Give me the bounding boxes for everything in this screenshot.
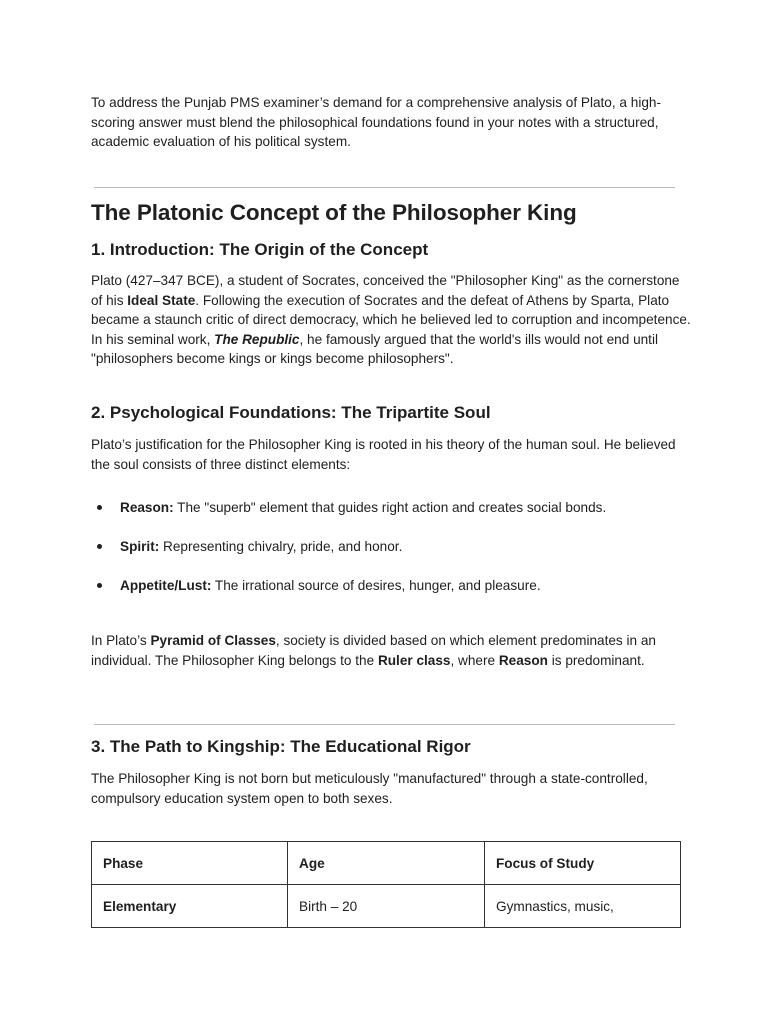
table-cell: Gymnastics, music, <box>485 885 681 928</box>
section3-heading: 3. The Path to Kingship: The Educational Rigor <box>91 737 471 756</box>
bold-term-reason: Reason <box>498 652 548 668</box>
bold-term-pyramid-of-classes: Pyramid of Classes <box>150 633 276 648</box>
intro-text: To address the Punjab PMS examiner’s demand for a comprehensive analysis of Plato, a high-scoring answer must blend the philosophical foundations found in your notes with a structured, academic evaluation of his political system. <box>91 95 661 150</box>
divider <box>94 724 675 725</box>
list-item-description: Representing chivalry, pride, and honor. <box>159 539 403 554</box>
education-phases-table <box>91 841 681 928</box>
list-item-term: Appetite/Lust: <box>120 578 212 593</box>
text-run: , where <box>450 652 499 668</box>
list-item-description: The irrational source of desires, hunger, and pleasure. <box>211 578 541 593</box>
section1-paragraph <box>91 271 691 369</box>
book-title-the-republic: The Republic <box>214 331 300 347</box>
table-header-cell: Phase <box>92 842 288 885</box>
list-item-term: Reason: <box>120 500 174 515</box>
table-header-cell: Age <box>288 842 485 885</box>
page-title: The Platonic Concept of the Philosopher King <box>91 200 577 225</box>
table-header-cell: Focus of Study <box>485 842 681 885</box>
text-run: , society is divided based on which element predominates in an individual. The Philosopher King belongs to the <box>91 633 656 668</box>
text-run: is predominant. <box>547 652 645 668</box>
bullet-icon <box>97 544 102 549</box>
bold-term-ideal-state: Ideal State <box>127 292 196 308</box>
text-run: Plato (427–347 BCE), a student of Socrates, conceived the "Philosopher King" as the cornerstone of his <box>91 273 680 308</box>
text-run: Plato’s justification for the Philosopher King is rooted in his theory of the human soul. He believed the soul consists of three distinct elements: <box>91 437 676 472</box>
text-run: The Philosopher King is not born but meticulously "manufactured" through a state-controlled, compulsory education system open to both sexes. <box>91 771 648 806</box>
section2-paragraph <box>91 435 691 474</box>
list-item-term: Spirit: <box>120 539 160 554</box>
section2-heading: 2. Psychological Foundations: The Tripartite Soul <box>91 403 491 422</box>
text-run: , he famously argued that the world's ills would not end until "philosophers become kings or kings become philosophers". <box>91 331 659 367</box>
section3-paragraph <box>91 769 691 808</box>
section1-heading: 1. Introduction: The Origin of the Concept <box>91 240 429 259</box>
bullet-icon <box>97 505 102 510</box>
table-row <box>92 885 681 928</box>
bold-term-ruler-class: Ruler class <box>377 652 451 668</box>
intro-paragraph <box>91 93 691 152</box>
table-header-row <box>92 842 681 885</box>
table-cell: Elementary <box>92 885 288 928</box>
table-cell: Birth – 20 <box>288 885 485 928</box>
text-run: In Plato’s <box>91 633 151 648</box>
bullet-icon <box>97 583 102 588</box>
list-item-description: The "superb" element that guides right action and creates social bonds. <box>173 500 607 515</box>
text-run: . Following the execution of Socrates and the defeat of Athens by Sparta, Plato became a staunch critic of direct democracy, which he believed led to corruption and incompetence. In his seminal work, <box>91 292 691 347</box>
section2-closing-paragraph <box>91 631 691 670</box>
divider <box>94 187 675 188</box>
